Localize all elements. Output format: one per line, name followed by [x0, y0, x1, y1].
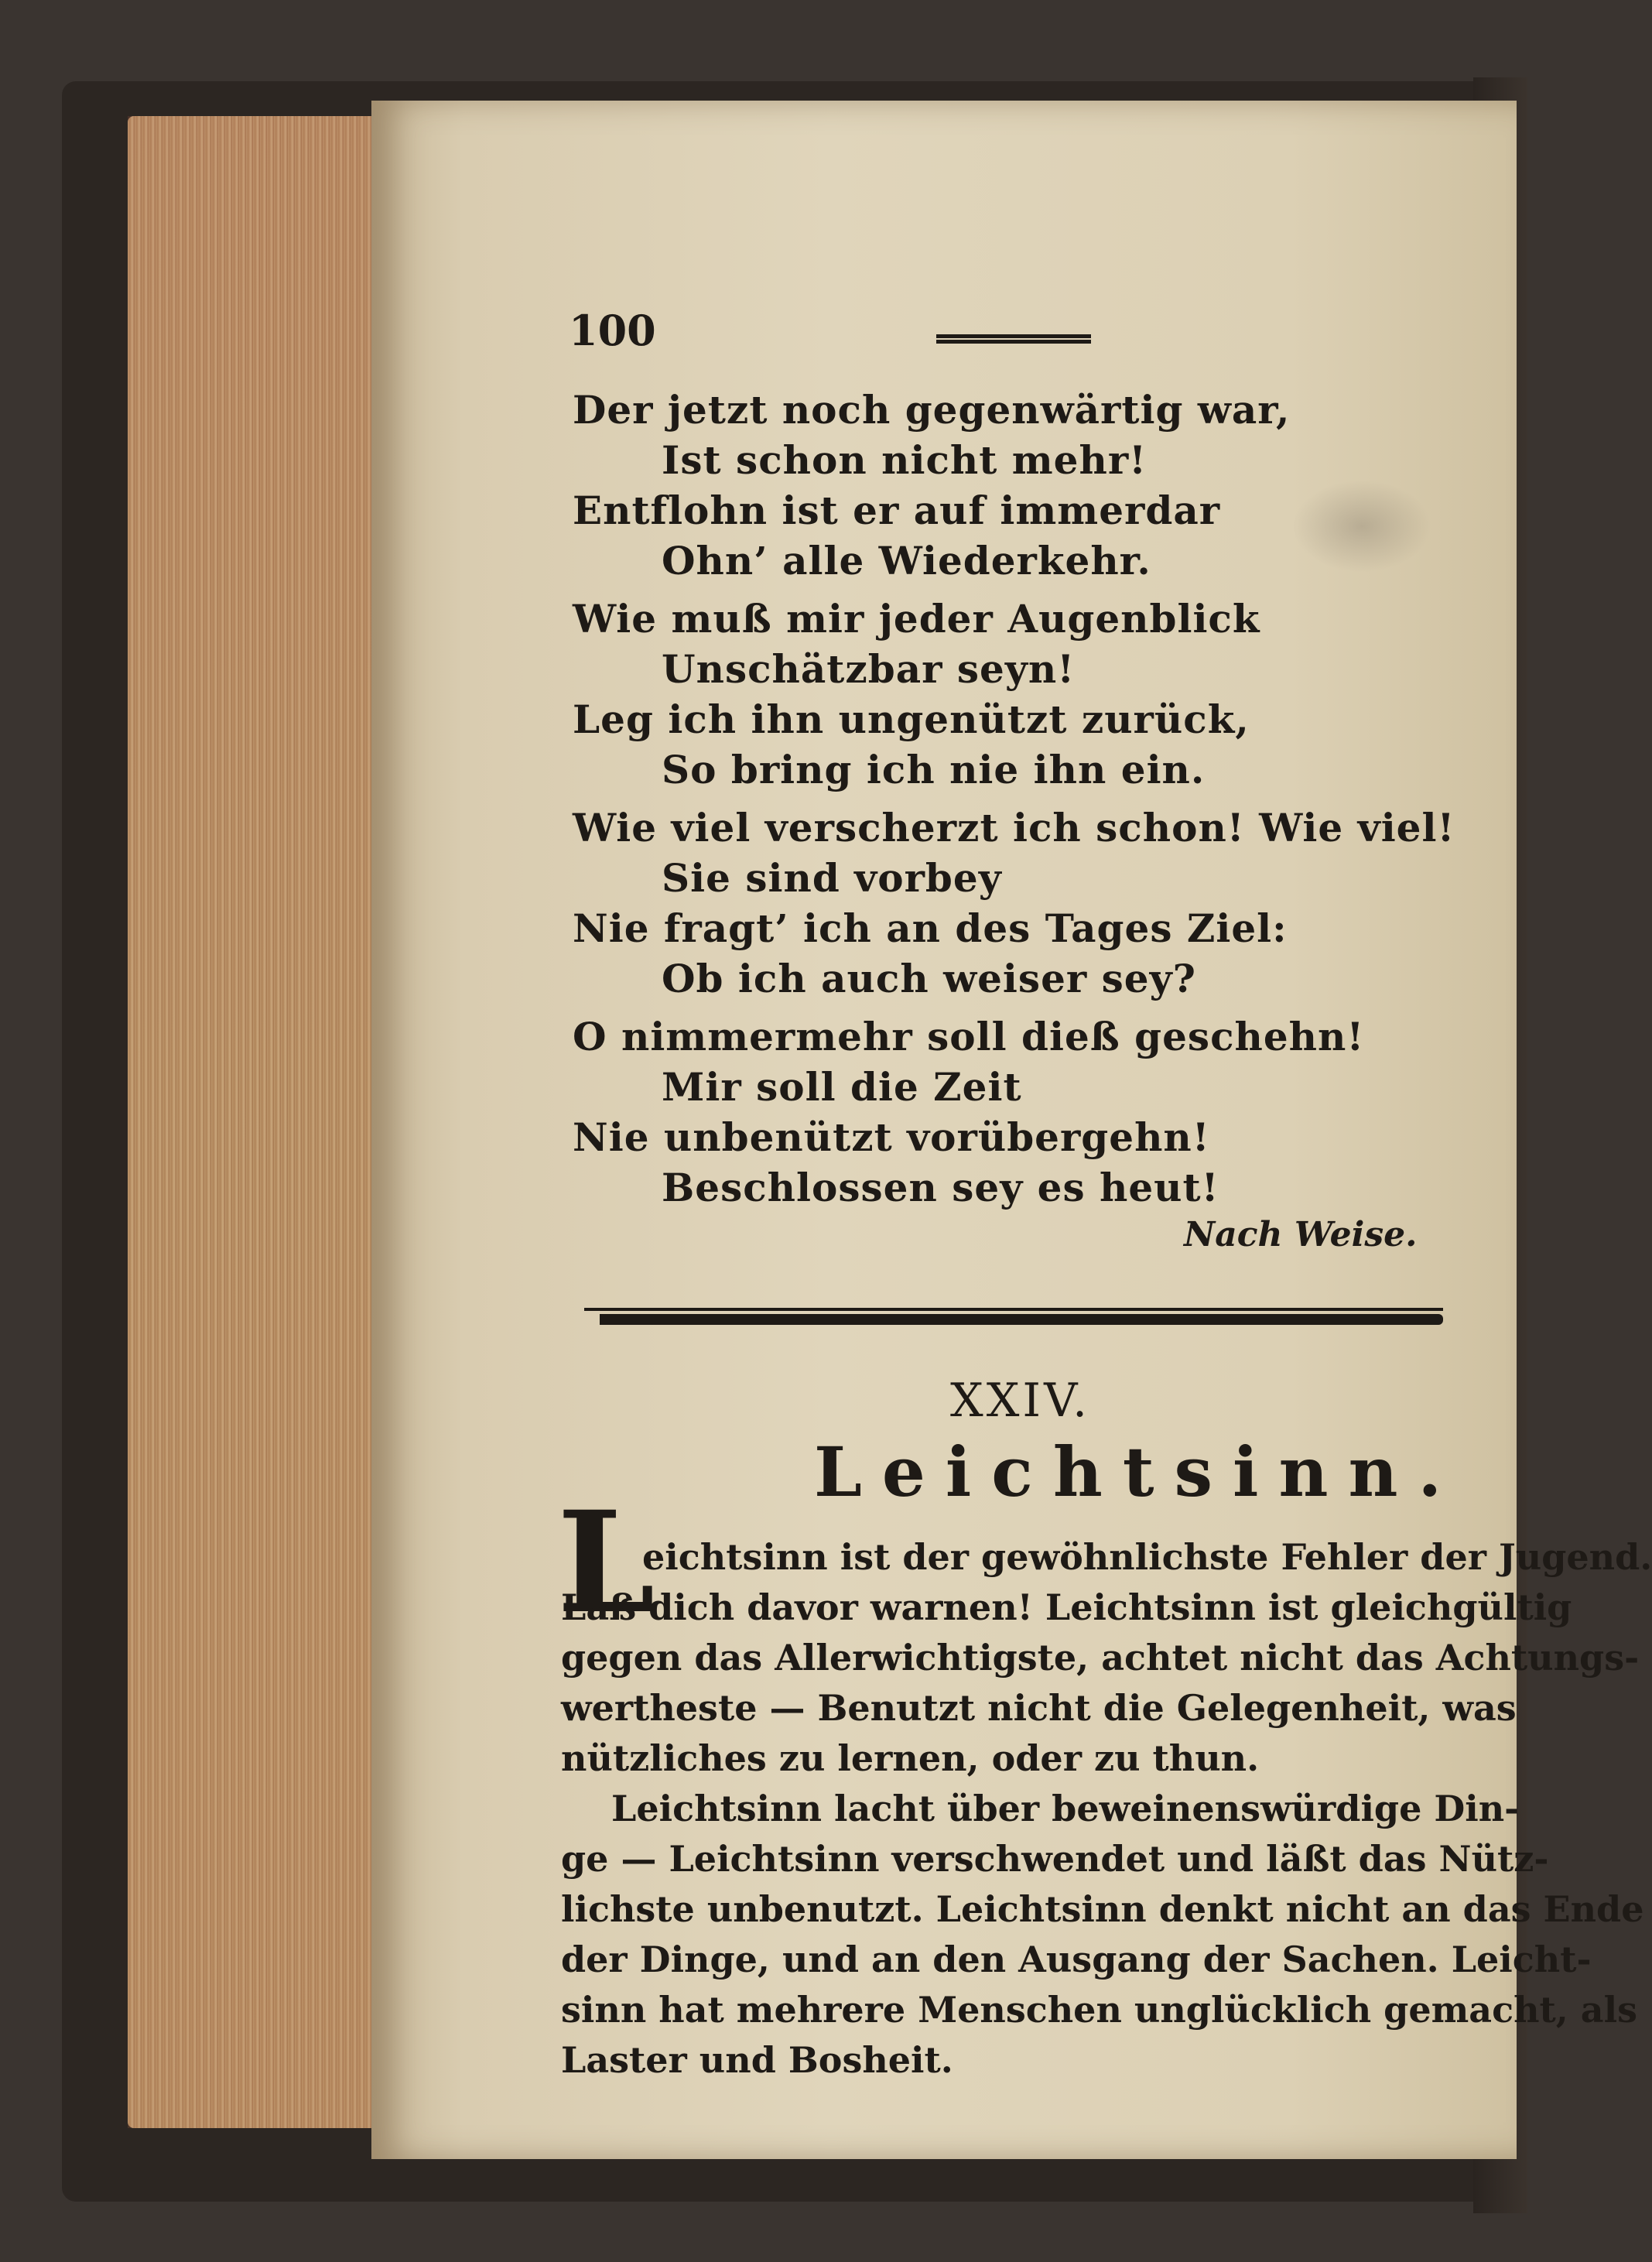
verse-line: Beschlossen sey es heut! — [662, 1165, 1219, 1210]
prose-line: eichtsinn ist der gewöhnlichste Fehler der Jugend. — [642, 1536, 1652, 1578]
verse-line: Der jetzt noch gegenwärtig war, — [573, 387, 1291, 433]
verse-line: Unschätzbar seyn! — [662, 646, 1076, 692]
prose-line: nützliches zu lernen, oder zu thun. — [561, 1737, 1260, 1779]
verse-line: Leg ich ihn ungenützt zurück, — [573, 696, 1250, 742]
verse-line: O nimmermehr soll dieß geschehn! — [573, 1014, 1365, 1059]
prose-line: ge — Leichtsinn verschwendet und läßt das Nütz- — [561, 1838, 1549, 1880]
verse-line: Wie muß mir jeder Augenblick — [573, 596, 1260, 642]
section-divider-rule — [584, 1308, 1443, 1326]
verse-line: Mir soll die Zeit — [662, 1064, 1022, 1110]
verse-line: Sie sind vorbey — [662, 855, 1002, 901]
section-numeral: XXIV. — [950, 1374, 1091, 1428]
verse-line: Entflohn ist er auf immerdar — [573, 488, 1221, 533]
verse-line: Wie viel verscherzt ich schon! Wie viel! — [573, 805, 1455, 850]
ink-smudge — [1292, 480, 1431, 573]
prose-line: Leichtsinn lacht über beweinenswürdige Din- — [611, 1788, 1520, 1829]
author-signature: Nach Weise. — [1184, 1215, 1418, 1254]
verse-line: Ob ich auch weiser sey? — [662, 956, 1196, 1001]
header-ornament-rule — [936, 334, 1091, 344]
prose-line: der Dinge, und an den Ausgang der Sachen. Leicht- — [561, 1939, 1592, 1980]
prose-line: Laß dich davor warnen! Leichtsinn ist gleichgültig — [561, 1586, 1572, 1628]
prose-line: Laster und Bosheit. — [561, 2039, 953, 2081]
verse-line: Ohn’ alle Wiederkehr. — [662, 538, 1151, 583]
verse-line: Ist schon nicht mehr! — [662, 437, 1148, 483]
page-number: 100 — [569, 306, 656, 355]
prose-line: lichste unbenutzt. Leichtsinn denkt nicht an das Ende — [561, 1888, 1644, 1930]
verse-line: So bring ich nie ihn ein. — [662, 747, 1206, 792]
drop-cap: L — [557, 1481, 655, 1644]
prose-line: sinn hat mehrere Menschen unglücklich gemacht, als — [561, 1989, 1637, 2031]
verse-line: Nie unbenützt vorübergehn! — [573, 1114, 1210, 1160]
section-title: Leichtsinn. — [814, 1432, 1462, 1512]
verse-line: Nie fragt’ ich an des Tages Ziel: — [573, 905, 1288, 951]
prose-line: wertheste — Benutzt nicht die Gelegenheit, was — [561, 1687, 1517, 1729]
prose-line: gegen das Allerwichtigste, achtet nicht das Achtungs- — [561, 1637, 1640, 1679]
